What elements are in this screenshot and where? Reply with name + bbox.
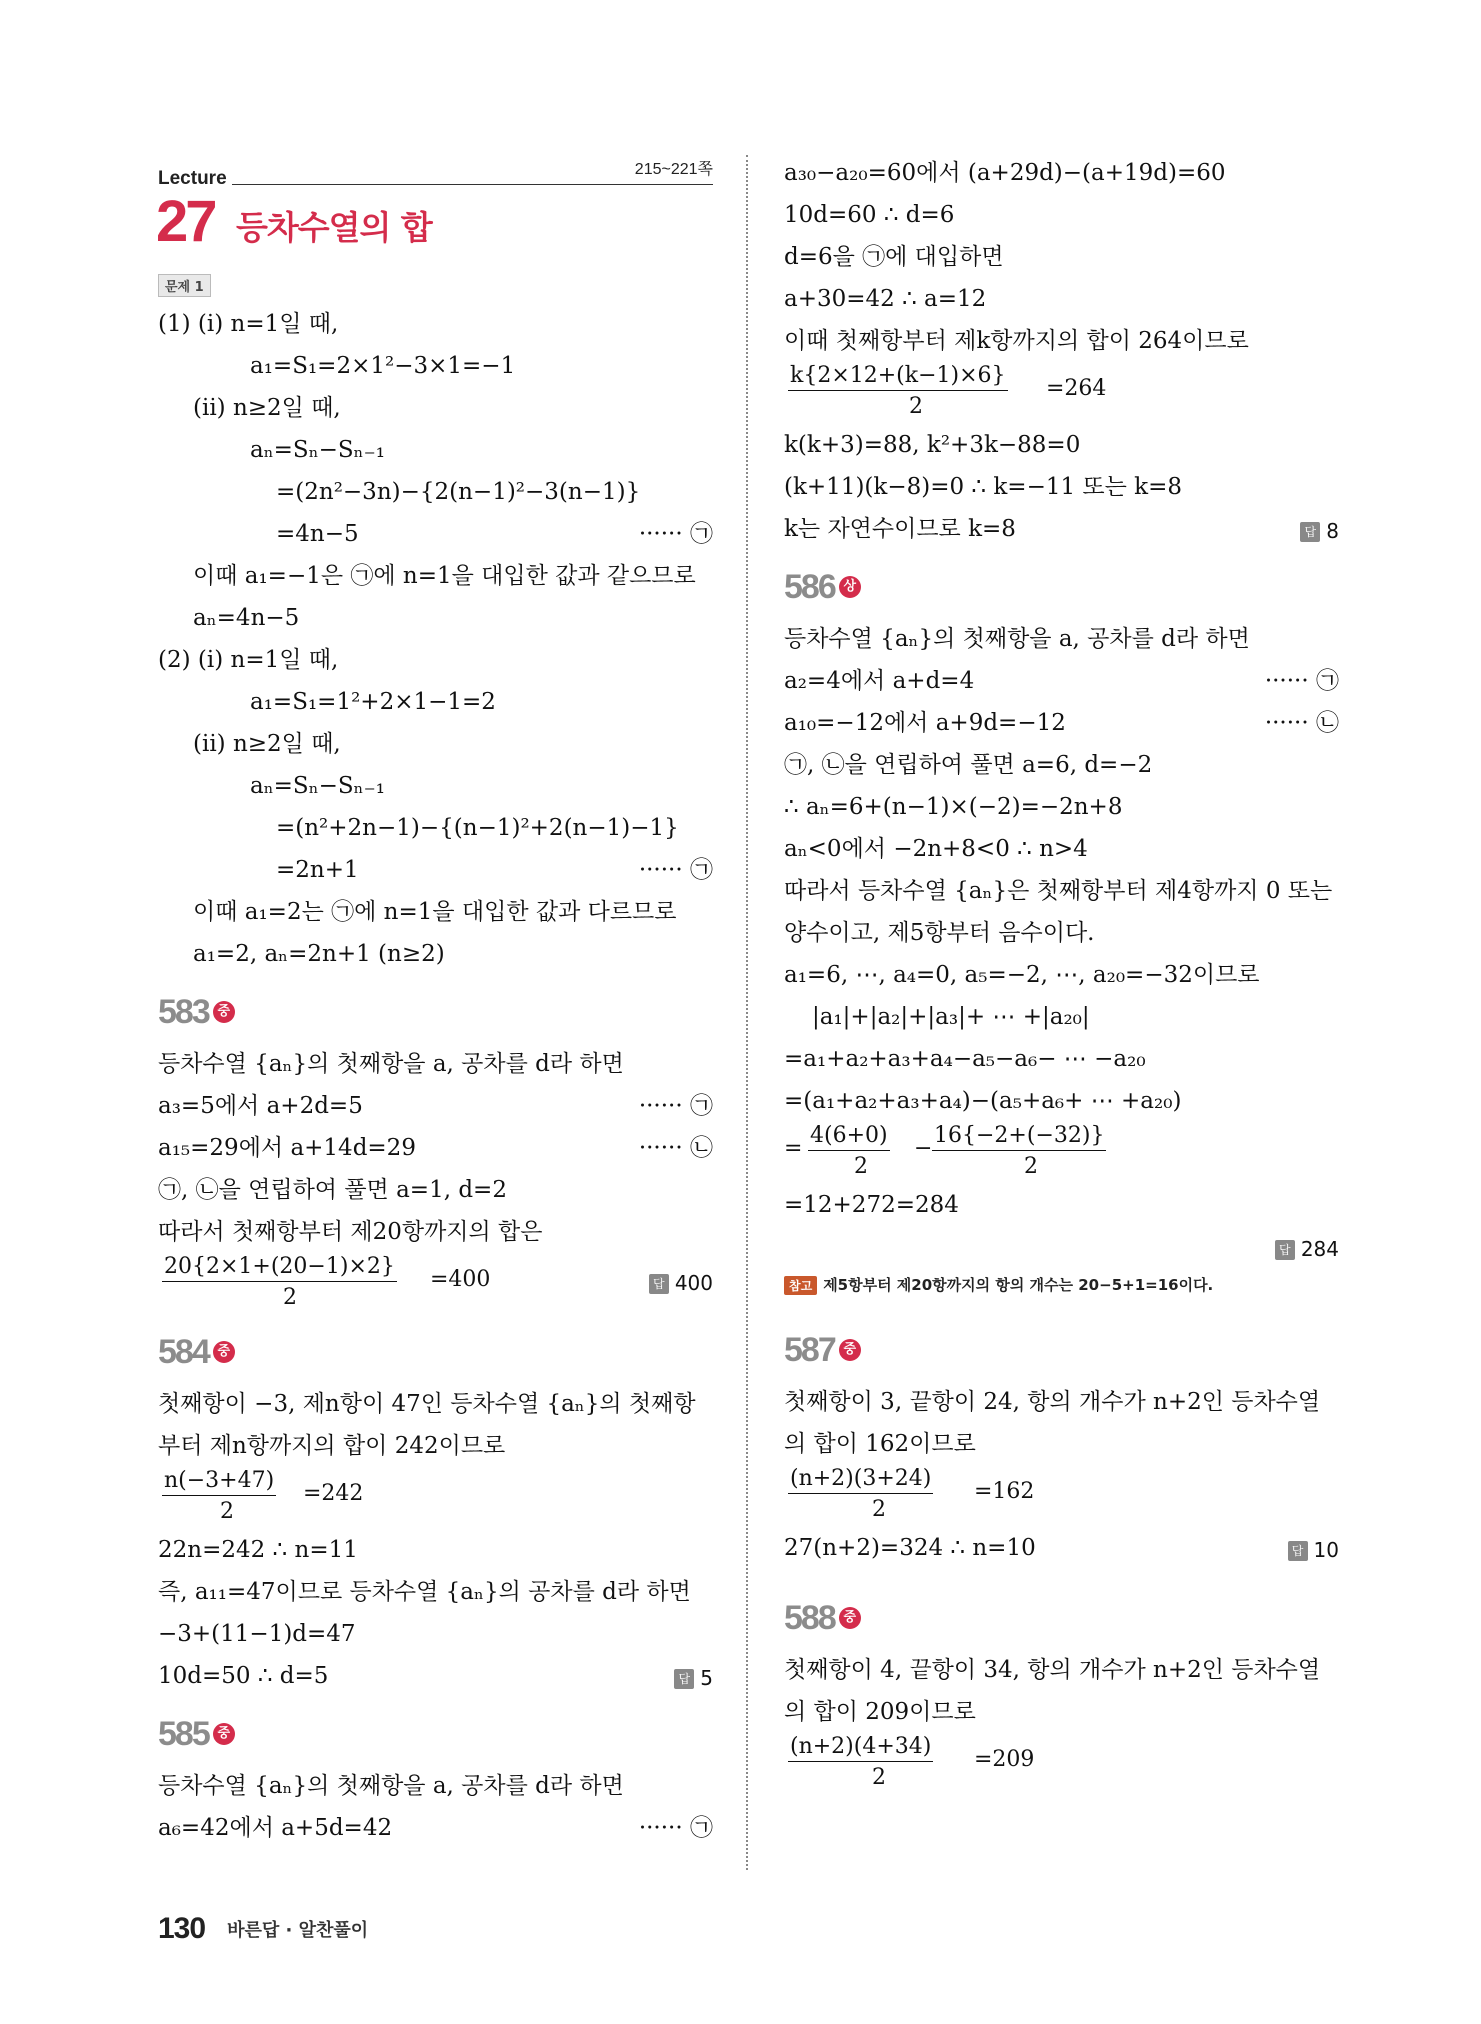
answer-badge: 답 [1288, 1541, 1308, 1561]
book-label: 바른답 · 알찬풀이 [227, 1920, 369, 1941]
p583-line-marked [158, 1085, 713, 1127]
marker-a: ······ ㉠ [638, 521, 713, 547]
ex1-line: (1) (i) n=1일 때, [158, 311, 339, 337]
p587-line: 의 합이 162이므로 [784, 1431, 976, 1457]
p583-line-marked [158, 1127, 713, 1169]
problem-583-header [158, 991, 713, 1033]
answer-badge: 답 [1300, 522, 1320, 542]
p583-line: ㉠, ㉡을 연립하여 풀면 a=1, d=2 [158, 1177, 507, 1203]
answer-value: 5 [700, 1666, 713, 1690]
p584-line: 부터 제n항까지의 합이 242이므로 [158, 1433, 506, 1459]
p586-text: a₁₀=−12에서 a+9d=−12 [784, 710, 1066, 736]
fraction-denominator: 2 [283, 1285, 297, 1310]
header-rule [232, 184, 713, 185]
lecture-title: 등차수열의 합 [236, 208, 432, 247]
ex1-line: a₁=S₁=2×1²−3×1=−1 [250, 353, 516, 379]
fraction-numerator-2: 16{−2+(−32)} [932, 1122, 1106, 1151]
fraction-denominator-2: 2 [1024, 1154, 1038, 1179]
problem-587-header [784, 1329, 1339, 1371]
p586-line: =(a₁+a₂+a₃+a₄)−(a₅+a₆+ ⋯ +a₂₀) [784, 1088, 1182, 1114]
problem-584-header [158, 1331, 713, 1373]
p585-line: 10d=60 ∴ d=6 [784, 202, 955, 228]
p586-line: |a₁|+|a₂|+|a₃|+ ⋯ +|a₂₀| [812, 1004, 1090, 1030]
difficulty-badge: 중 [213, 1723, 235, 1745]
p585-fraction [784, 362, 1339, 424]
note-badge: 참고 [784, 1276, 817, 1295]
answer-value: 8 [1326, 519, 1339, 543]
p586-line: 따라서 등차수열 {aₙ}은 첫째항부터 제4항까지 0 또는 [784, 878, 1333, 904]
fraction-result: =242 [303, 1481, 364, 1506]
fraction-numerator: k{2×12+(k−1)×6} [788, 362, 1008, 391]
fraction-numerator: (n+2)(4+34) [788, 1733, 933, 1762]
answer [649, 1271, 713, 1295]
marker-a: ······ ㉠ [638, 1815, 713, 1841]
p585-text: a₆=42에서 a+5d=42 [158, 1815, 393, 1841]
p588-line: 의 합이 209이므로 [784, 1699, 976, 1725]
p587-text: 27(n+2)=324 ∴ n=10 [784, 1535, 1036, 1561]
marker-a: ······ ㉠ [638, 1093, 713, 1119]
ex1-line-marked [158, 513, 713, 555]
answer [1300, 510, 1339, 552]
problem-number: 583 [158, 992, 209, 1031]
fraction-result: =209 [974, 1747, 1035, 1772]
marker-b: ······ ㉡ [1264, 710, 1339, 736]
p586-line: 양수이고, 제5항부터 음수이다. [784, 920, 1095, 946]
p583-text: a₃=5에서 a+2d=5 [158, 1093, 363, 1119]
marker-a: ······ ㉠ [1264, 668, 1339, 694]
p586-line: ㉠, ㉡을 연립하여 풀면 a=6, d=−2 [784, 752, 1153, 778]
p587-line: 첫째항이 3, 끝항이 24, 항의 개수가 n+2인 등차수열 [784, 1389, 1321, 1415]
minus-sign: − [914, 1136, 933, 1161]
answer-value: 284 [1300, 1237, 1339, 1261]
p586-text: a₂=4에서 a+d=4 [784, 668, 975, 694]
reference-note [784, 1274, 1339, 1295]
p584-fraction [158, 1467, 713, 1529]
fraction-result: =264 [1046, 376, 1107, 401]
p587-line-answer [784, 1527, 1339, 1569]
fraction-denominator: 2 [220, 1499, 234, 1524]
ex1-text: =2n+1 [276, 857, 359, 883]
p586-line: =12+272=284 [784, 1192, 959, 1218]
example-tag: 문제 1 [158, 274, 211, 297]
fraction-denominator: 2 [872, 1765, 886, 1790]
difficulty-badge: 중 [839, 1339, 861, 1361]
answer [674, 1657, 713, 1699]
p585-line: a+30=42 ∴ a=12 [784, 286, 987, 312]
ex1-line: (2) (i) n=1일 때, [158, 647, 339, 673]
left-column [158, 150, 713, 1849]
p584-line: 22n=242 ∴ n=11 [158, 1537, 358, 1563]
p586-line-marked [784, 660, 1339, 702]
marker-b: ······ ㉡ [638, 1135, 713, 1161]
answer-badge: 답 [649, 1274, 669, 1294]
p586-line: =a₁+a₂+a₃+a₄−a₅−a₆− ⋯ −a₂₀ [784, 1046, 1146, 1072]
fraction-numerator: (n+2)(3+24) [788, 1465, 933, 1494]
page-footer [158, 1912, 368, 1946]
problem-number: 588 [784, 1598, 835, 1637]
p585-text: k는 자연수이므로 k=8 [784, 516, 1016, 542]
p586-line: ∴ aₙ=6+(n−1)×(−2)=−2n+8 [784, 794, 1123, 820]
problem-588-header [784, 1597, 1339, 1639]
fraction-result: =400 [430, 1267, 491, 1292]
p584-text: 10d=50 ∴ d=5 [158, 1663, 329, 1689]
equals-sign: = [784, 1136, 803, 1161]
p583-line: 등차수열 {aₙ}의 첫째항을 a, 공차를 d라 하면 [158, 1051, 624, 1077]
lecture-header [158, 150, 713, 270]
page-range: 215~221쪽 [634, 161, 713, 178]
fraction-numerator: 20{2×1+(20−1)×2} [162, 1253, 397, 1282]
ex1-line: aₙ=4n−5 [193, 605, 300, 631]
problem-number: 584 [158, 1332, 209, 1371]
ex1-line: a₁=2, aₙ=2n+1 (n≥2) [193, 941, 445, 967]
p585-line: 등차수열 {aₙ}의 첫째항을 a, 공차를 d라 하면 [158, 1773, 624, 1799]
fraction-denominator: 2 [872, 1497, 886, 1522]
note-text: 제5항부터 제20항까지의 항의 개수는 20−5+1=16이다. [823, 1276, 1214, 1294]
answer-badge: 답 [674, 1669, 694, 1689]
difficulty-badge: 중 [839, 1607, 861, 1629]
p583-line: 따라서 첫째항부터 제20항까지의 합은 [158, 1219, 543, 1245]
marker-a: ······ ㉠ [638, 857, 713, 883]
answer-badge: 답 [1275, 1240, 1295, 1260]
fraction-denominator: 2 [909, 394, 923, 419]
answer [1275, 1228, 1339, 1270]
p583-fraction [158, 1253, 713, 1315]
p584-line: 즉, a₁₁=47이므로 등차수열 {aₙ}의 공차를 d라 하면 [158, 1579, 691, 1605]
page-number: 130 [158, 1912, 206, 1945]
difficulty-badge: 중 [213, 1001, 235, 1023]
problem-number: 586 [784, 567, 835, 606]
p585-line: k(k+3)=88, k²+3k−88=0 [784, 432, 1081, 458]
ex1-line: (ii) n≥2일 때, [193, 731, 341, 757]
ex1-line: 이때 a₁=−1은 ㉠에 n=1을 대입한 값과 같으므로 [193, 563, 696, 589]
p585-line-answer [784, 508, 1339, 550]
ex1-line: =(2n²−3n)−{2(n−1)²−3(n−1)} [276, 479, 641, 505]
ex1-line: =(n²+2n−1)−{(n−1)²+2(n−1)−1} [276, 815, 679, 841]
p585-line: a₃₀−a₂₀=60에서 (a+29d)−(a+19d)=60 [784, 160, 1226, 186]
answer-value: 400 [674, 1271, 713, 1295]
ex1-line: 이때 a₁=2는 ㉠에 n=1을 대입한 값과 다르므로 [193, 899, 677, 925]
answer [1288, 1529, 1339, 1571]
lecture-label: Lecture [158, 168, 227, 189]
p587-fraction [784, 1465, 1339, 1527]
fraction-numerator: n(−3+47) [162, 1467, 276, 1496]
difficulty-badge: 상 [839, 576, 861, 598]
p586-fraction [784, 1122, 1339, 1184]
p586-answer-line [784, 1226, 1339, 1268]
ex1-text: =4n−5 [276, 521, 359, 547]
ex1-line: a₁=S₁=1²+2×1−1=2 [250, 689, 496, 715]
problem-585-header [158, 1713, 713, 1755]
p585-line: (k+11)(k−8)=0 ∴ k=−11 또는 k=8 [784, 474, 1183, 500]
p583-text: a₁₅=29에서 a+14d=29 [158, 1135, 416, 1161]
p586-line-marked [784, 702, 1339, 744]
p585-line: 이때 첫째항부터 제k항까지의 합이 264이므로 [784, 328, 1249, 354]
p586-line: aₙ<0에서 −2n+8<0 ∴ n>4 [784, 836, 1088, 862]
ex1-line: (ii) n≥2일 때, [193, 395, 341, 421]
right-column [784, 152, 1339, 1795]
p586-line: a₁=6, ⋯, a₄=0, a₅=−2, ⋯, a₂₀=−32이므로 [784, 962, 1260, 988]
p588-line: 첫째항이 4, 끝항이 34, 항의 개수가 n+2인 등차수열 [784, 1657, 1321, 1683]
problem-number: 585 [158, 1714, 209, 1753]
problem-586-header [784, 566, 1339, 608]
p588-fraction [784, 1733, 1339, 1795]
fraction-denominator-1: 2 [854, 1154, 868, 1179]
p584-line: −3+(11−1)d=47 [158, 1621, 356, 1647]
problem-number: 587 [784, 1330, 835, 1369]
p585-line-marked [158, 1807, 713, 1849]
p584-line: 첫째항이 −3, 제n항이 47인 등차수열 {aₙ}의 첫째항 [158, 1391, 696, 1417]
ex1-line-marked [158, 849, 713, 891]
p585-line: d=6을 ㉠에 대입하면 [784, 244, 1004, 270]
p584-line-answer [158, 1655, 713, 1697]
fraction-numerator-1: 4(6+0) [808, 1122, 890, 1151]
fraction-result: =162 [974, 1479, 1035, 1504]
ex1-line: aₙ=Sₙ−Sₙ₋₁ [250, 773, 385, 799]
lecture-number: 27 [156, 189, 215, 254]
answer-value: 10 [1313, 1538, 1339, 1562]
column-divider [746, 155, 748, 1870]
p586-line: 등차수열 {aₙ}의 첫째항을 a, 공차를 d라 하면 [784, 626, 1250, 652]
difficulty-badge: 중 [213, 1341, 235, 1363]
ex1-line: aₙ=Sₙ−Sₙ₋₁ [250, 437, 385, 463]
